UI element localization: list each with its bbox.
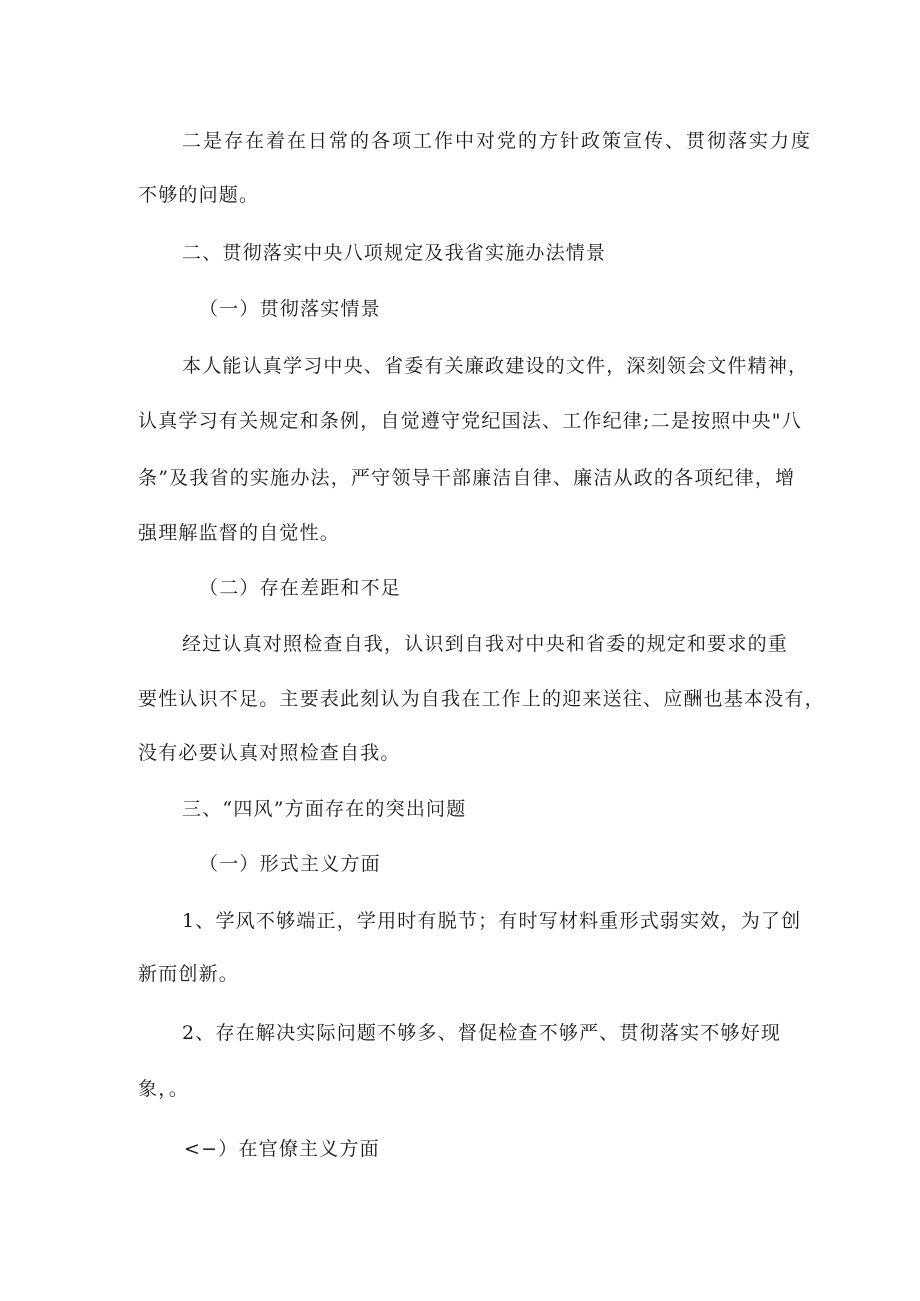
subsection-heading: （一）贯彻落实情景	[199, 298, 381, 320]
paragraph-line: 象，。	[138, 1078, 190, 1100]
paragraph-line: 新而创新。	[138, 963, 240, 985]
paragraph-line: 强理解监督的自觉性。	[138, 522, 341, 544]
subsection-heading: （一）形式主义方面	[199, 853, 381, 875]
subsection-heading: （二）存在差距和不足	[199, 577, 402, 599]
subsection-heading: <−）在官僚主义方面	[184, 1138, 380, 1160]
section-heading: 二、贯彻落实中央八项规定及我省实施办法情景	[182, 242, 607, 264]
paragraph-line: 经过认真对照检查自我，认识到自我对中央和省委的规定和要求的重	[182, 633, 789, 655]
paragraph-line: 没有必要认真对照检查自我。	[138, 742, 401, 764]
section-heading: 三、“四风”方面存在的突出问题	[182, 798, 467, 820]
paragraph-line: 二是存在着在日常的各项工作中对党的方针政策宣传、贯彻落实力度	[182, 130, 813, 152]
paragraph-line: 1、学风不够端正，学用时有脱节；有时写材料重形式弱实效，为了创	[182, 910, 802, 932]
paragraph-line: 2、存在解决实际问题不够多、督促检查不够严、贯彻落实不够好现	[182, 1022, 782, 1044]
paragraph-line: 要性认识不足。主要表此刻认为自我在工作上的迎来送往、应酬也基本没有，	[138, 688, 825, 710]
paragraph-line: 本人能认真学习中央、省委有关廉政建设的文件，深刻领会文件精神，	[182, 355, 809, 377]
paragraph-line: 条”及我省的实施办法，严守领导干部廉洁自律、廉洁从政的各项纪律，增	[138, 467, 796, 489]
paragraph-line: 不够的问题。	[138, 184, 260, 206]
paragraph-line: 认真学习有关规定和条例，自觉遵守党纪国法、工作纪律;二是按照中央"八	[138, 410, 802, 432]
